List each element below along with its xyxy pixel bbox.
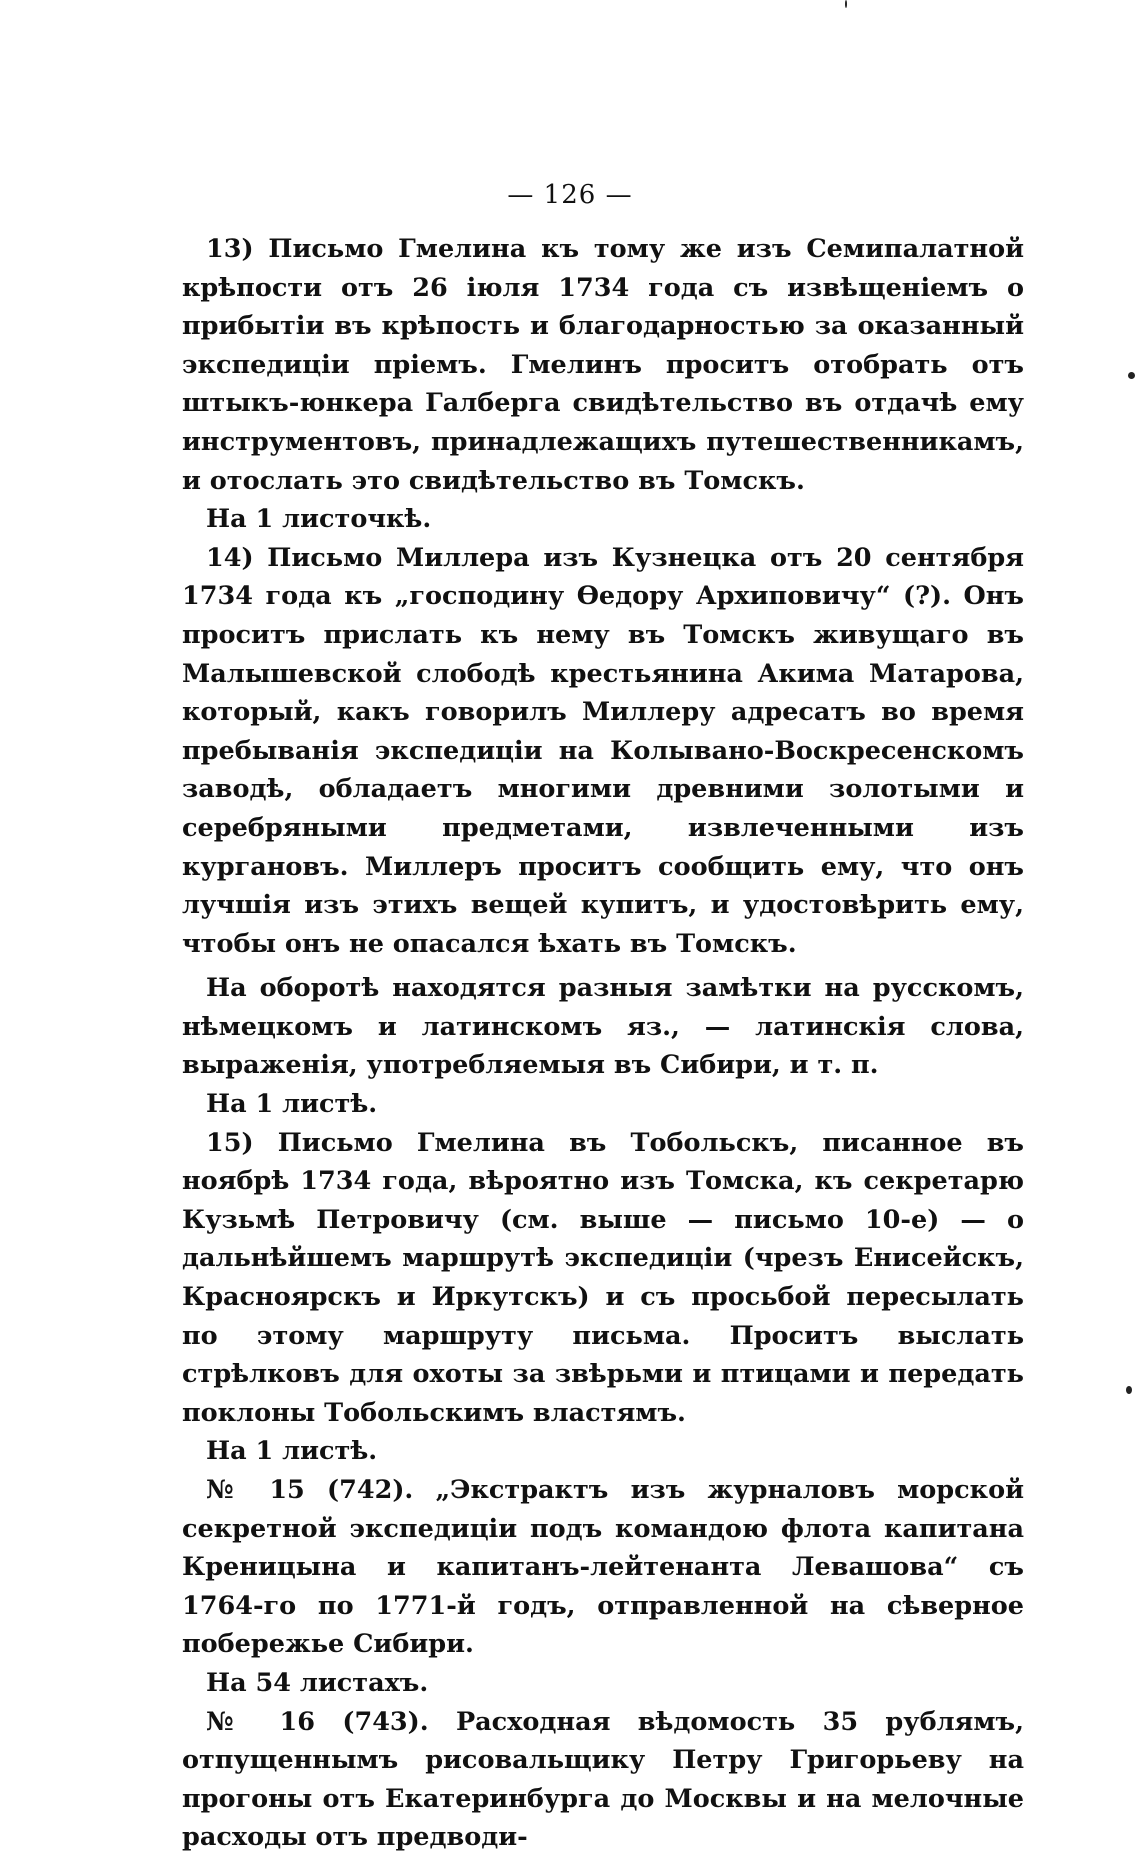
page-body bbox=[182, 230, 1024, 1857]
print-speck bbox=[1126, 1386, 1132, 1394]
entry-14-reverse-note: На оборотѣ находятся разныя замѣтки на русскомъ, нѣмецкомъ и латинскомъ яз., — латинскія слова, выраженія, употребляемыя въ Сибири, и т. п. bbox=[182, 973, 1024, 1081]
page-number: — 126 — bbox=[507, 180, 633, 210]
entry-14-sheets: На 1 листѣ. bbox=[206, 1089, 378, 1120]
item-742-text: № 15 (742). „Экстрактъ изъ журналовъ морской секретной экспедиціи подъ командою флота капитана Креницына и капитанъ-лейтенанта Левашова“ съ 1764-го по 1771-й годъ, отправленной на сѣверное побережье Сибири. bbox=[182, 1475, 1024, 1660]
item-742-sheets: На 54 листахъ. bbox=[206, 1667, 429, 1698]
entry-13-sheets: На 1 листочкѣ. bbox=[206, 504, 432, 535]
entry-15-sheets: На 1 листѣ. bbox=[206, 1436, 378, 1467]
entry-14-text: 14) Письмо Миллера изъ Кузнецка отъ 20 сентября 1734 года къ „господину Ѳедору Архиповичу“ (?). Онъ проситъ прислать къ нему въ Томскъ живущаго въ Малышевской слободѣ крестьянина Акима Матарова, который, какъ говорилъ Миллеру адресатъ во время пребыванія экспедиціи на Колывано-Воскресенскомъ заводѣ, обладаетъ многими древними золотыми и серебряными предметами, извлеченными изъ кургановъ. Миллеръ проситъ сообщить ему, что онъ лучшія изъ этихъ вещей купитъ, и удостовѣрить ему, чтобы онъ не опасался ѣхать въ Томскъ. bbox=[182, 542, 1024, 959]
entry-15-text: 15) Письмо Гмелина въ Тобольскъ, писанное въ ноябрѣ 1734 года, вѣроятно изъ Томска, къ секретарю Кузьмѣ Петровичу (см. выше — письмо 10-е) — о дальнѣйшемъ маршрутѣ экспедиціи (чрезъ Енисейскъ, Красноярскъ и Иркутскъ) и съ просьбой пересылать по этому маршруту письма. Проситъ выслать стрѣлковъ для охоты за звѣрьми и птицами и передать поклоны Тобольскимъ властямъ. bbox=[182, 1127, 1024, 1428]
item-743-text: № 16 (743). Расходная вѣдомость 35 рублямъ, отпущеннымъ рисовальщику Петру Григорьеву на прогоны отъ Екатеринбурга до Москвы и на мелочные расходы отъ предводи- bbox=[182, 1706, 1024, 1853]
entry-13-text: 13) Письмо Гмелина къ тому же изъ Семипалатной крѣпости отъ 26 іюля 1734 года съ извѣщеніемъ о прибытіи въ крѣпость и благодарностью за оказанный экспедиціи пріемъ. Гмелинъ проситъ отобрать отъ штыкъ-юнкера Галберга свидѣтельство въ отдачѣ ему инструментовъ, принадлежащихъ путешественникамъ, и отослать это свидѣтельство въ Томскъ. bbox=[182, 234, 1024, 496]
print-speck bbox=[1128, 372, 1135, 379]
print-speck bbox=[845, 0, 847, 8]
